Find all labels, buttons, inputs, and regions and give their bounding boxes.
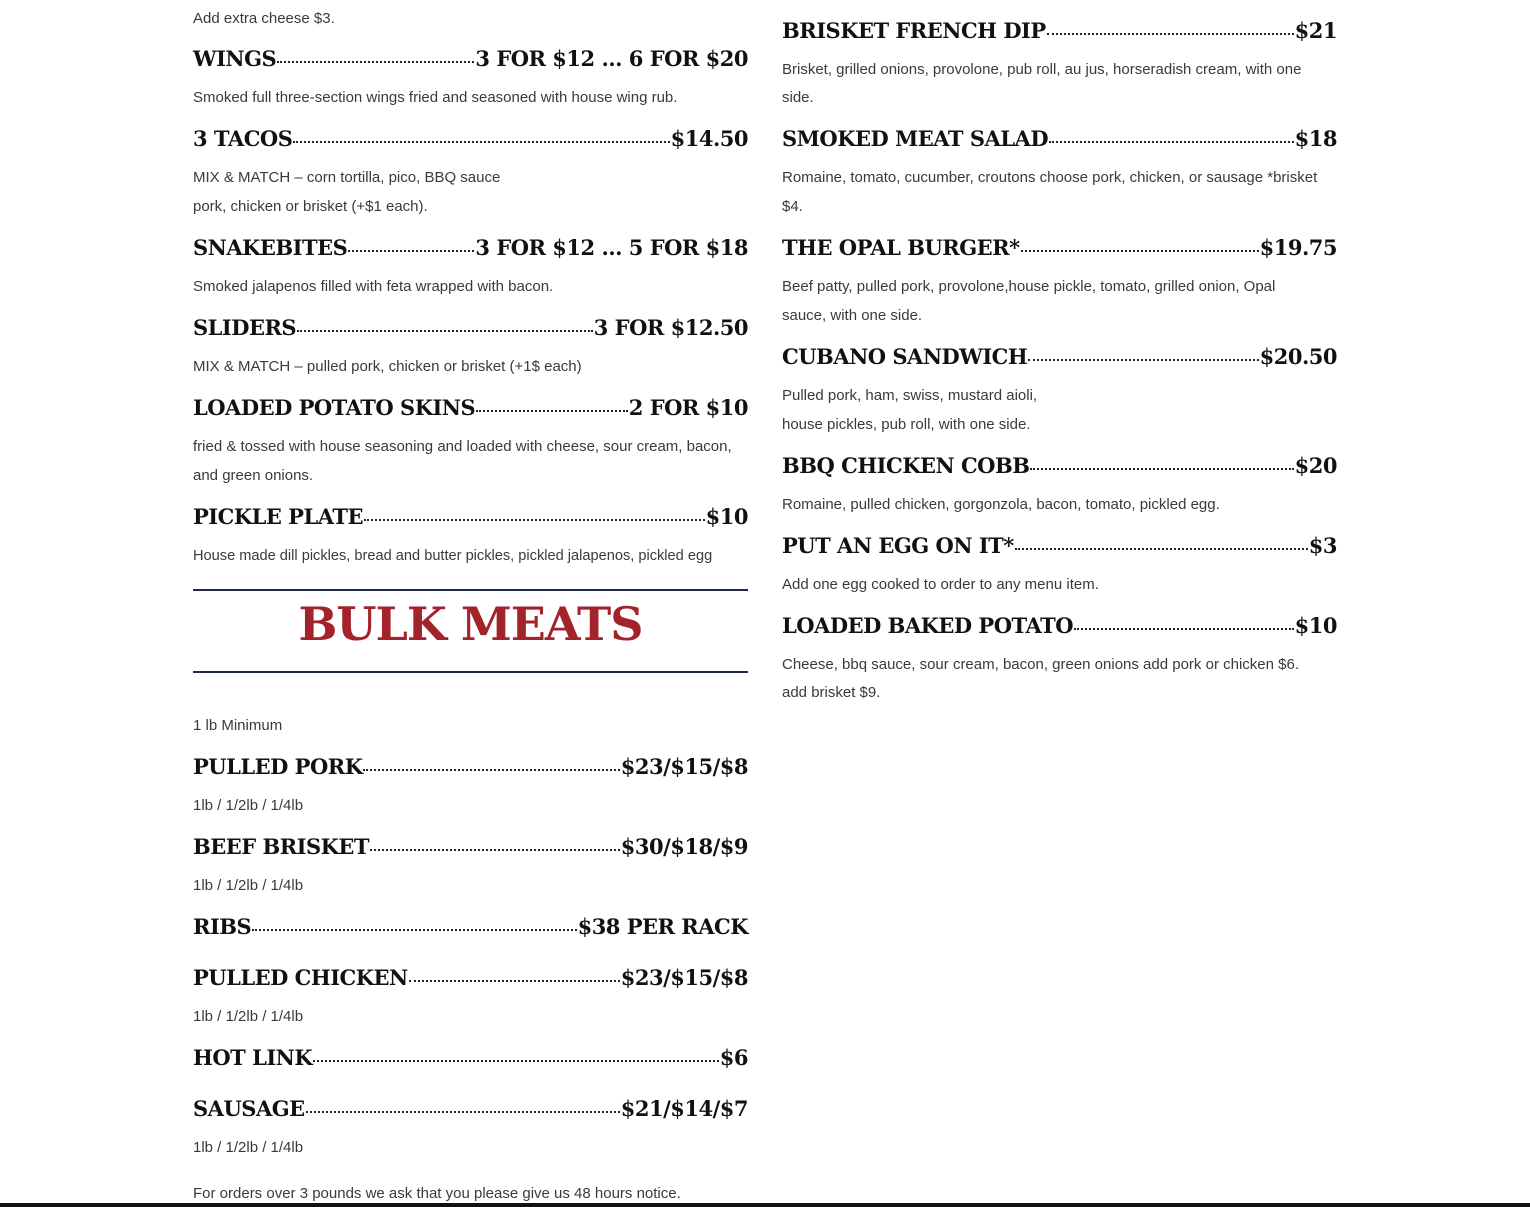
page-bottom-bar	[0, 1203, 1530, 1207]
leader-dots	[1021, 250, 1259, 252]
leader-dots	[476, 410, 628, 412]
item-price: $20	[1294, 453, 1337, 478]
item-name: CUBANO SANDWICH	[782, 344, 1028, 369]
item-description: MIX & MATCH – pulled pork, chicken or brisket (+1$ each)	[193, 358, 582, 375]
leader-dots	[364, 519, 705, 521]
menu-item-cubano-sandwich	[782, 344, 1337, 369]
leader-dots	[363, 769, 619, 771]
item-description: Smoked full three-section wings fried and seasoned with house wing rub.	[193, 89, 678, 106]
item-price: $21	[1294, 18, 1337, 43]
bulk-item-sausage	[193, 1096, 748, 1121]
extra-cheese-note: Add extra cheese $3.	[193, 10, 335, 27]
item-price: $30/$18/$9	[620, 834, 748, 859]
leader-dots	[409, 980, 620, 982]
menu-item-loaded-potato-skins	[193, 395, 748, 420]
menu-item-smoked-meat-salad	[782, 126, 1337, 151]
item-name: 3 TACOS	[193, 126, 293, 151]
item-name: LOADED POTATO SKINS	[193, 395, 476, 420]
item-price: $20.50	[1259, 344, 1337, 369]
item-description: 1lb / 1/2lb / 1/4lb	[193, 877, 304, 894]
item-name: BEEF BRISKET	[193, 834, 370, 859]
item-description: sauce, with one side.	[782, 307, 923, 324]
item-description: house pickles, pub roll, with one side.	[782, 416, 1031, 433]
item-description: 1lb / 1/2lb / 1/4lb	[193, 797, 304, 814]
leader-dots	[1028, 359, 1258, 361]
bulk-item-hot-link	[193, 1045, 748, 1070]
item-price: $23/$15/$8	[620, 965, 748, 990]
item-name: BRISKET FRENCH DIP	[782, 18, 1046, 43]
item-description: House made dill pickles, bread and butter pickles, pickled jalapenos, pickled egg	[193, 548, 713, 564]
item-description: $4.	[782, 198, 803, 215]
item-name: SNAKEBITES	[193, 235, 348, 260]
item-description: 1lb / 1/2lb / 1/4lb	[193, 1008, 304, 1025]
item-price: $18	[1294, 126, 1337, 151]
item-price: $10	[705, 504, 748, 529]
item-name: THE OPAL BURGER*	[782, 235, 1020, 260]
leader-dots	[277, 61, 474, 63]
item-description: Cheese, bbq sauce, sour cream, bacon, green onions add pork or chicken $6.	[782, 656, 1299, 673]
item-price: 3 FOR $12 … 5 FOR $18	[475, 235, 748, 260]
item-name: PULLED PORK	[193, 754, 363, 779]
menu-item-bbq-chicken-cobb	[782, 453, 1337, 478]
item-price: $38 PER RACK	[577, 914, 748, 939]
leader-dots	[306, 1111, 620, 1113]
minimum-note: 1 lb Minimum	[193, 717, 283, 734]
item-name: BBQ CHICKEN COBB	[782, 453, 1030, 478]
item-description: MIX & MATCH – corn tortilla, pico, BBQ sauce	[193, 169, 501, 186]
item-price: 3 FOR $12 … 6 FOR $20	[475, 46, 748, 71]
item-price: $19.75	[1259, 235, 1337, 260]
item-description: Pulled pork, ham, swiss, mustard aioli,	[782, 387, 1038, 404]
item-name: PUT AN EGG ON IT*	[782, 533, 1014, 558]
bulk-item-pulled-chicken	[193, 965, 748, 990]
item-description: Brisket, grilled onions, provolone, pub roll, au jus, horseradish cream, with one	[782, 61, 1302, 78]
leader-dots	[1015, 548, 1308, 550]
leader-dots	[1049, 141, 1294, 143]
leader-dots	[1074, 628, 1294, 630]
bulk-order-notice: For orders over 3 pounds we ask that you please give us 48 hours notice.	[193, 1185, 681, 1202]
leader-dots	[313, 1060, 719, 1062]
menu-item-tacos	[193, 126, 748, 151]
item-name: HOT LINK	[193, 1045, 313, 1070]
item-price: $10	[1294, 613, 1337, 638]
menu-item-snakebites	[193, 235, 748, 260]
item-description: 1lb / 1/2lb / 1/4lb	[193, 1139, 304, 1156]
item-description: Romaine, pulled chicken, gorgonzola, bacon, tomato, pickled egg.	[782, 496, 1220, 513]
item-price: $23/$15/$8	[620, 754, 748, 779]
item-name: SMOKED MEAT SALAD	[782, 126, 1049, 151]
menu-item-put-an-egg-on-it	[782, 533, 1337, 558]
item-description: fried & tossed with house seasoning and loaded with cheese, sour cream, bacon,	[193, 438, 732, 455]
bulk-item-beef-brisket	[193, 834, 748, 859]
menu-item-loaded-baked-potato	[782, 613, 1337, 638]
leader-dots	[348, 250, 474, 252]
item-name: RIBS	[193, 914, 252, 939]
bulk-meats-header	[193, 589, 748, 673]
menu-item-pickle-plate	[193, 504, 748, 529]
item-price: $6	[719, 1045, 748, 1070]
leader-dots	[1030, 468, 1293, 470]
item-price: $14.50	[670, 126, 748, 151]
menu-item-sliders	[193, 315, 748, 340]
bulk-item-pulled-pork	[193, 754, 748, 779]
item-description: Smoked jalapenos filled with feta wrapped with bacon.	[193, 278, 554, 295]
item-name: SAUSAGE	[193, 1096, 305, 1121]
section-title: BULK MEATS	[298, 597, 643, 651]
menu-item-opal-burger	[782, 235, 1337, 260]
item-description: Romaine, tomato, cucumber, croutons choose pork, chicken, or sausage *brisket	[782, 169, 1318, 186]
item-description: add brisket $9.	[782, 684, 881, 701]
item-description: side.	[782, 89, 814, 106]
item-name: PICKLE PLATE	[193, 504, 363, 529]
leader-dots	[370, 849, 620, 851]
item-price: 3 FOR $12.50	[593, 315, 748, 340]
item-name: LOADED BAKED POTATO	[782, 613, 1074, 638]
item-price: 2 FOR $10	[628, 395, 748, 420]
item-name: SLIDERS	[193, 315, 297, 340]
item-description: Add one egg cooked to order to any menu item.	[782, 576, 1099, 593]
item-name: PULLED CHICKEN	[193, 965, 408, 990]
leader-dots	[293, 141, 669, 143]
leader-dots	[252, 929, 576, 931]
bulk-item-ribs	[193, 914, 748, 939]
item-price: $3	[1308, 533, 1337, 558]
menu-item-wings	[193, 46, 748, 71]
item-description: Beef patty, pulled pork, provolone,house pickle, tomato, grilled onion, Opal	[782, 278, 1276, 295]
leader-dots	[297, 330, 593, 332]
item-name: WINGS	[193, 46, 277, 71]
leader-dots	[1047, 33, 1294, 35]
item-price: $21/$14/$7	[620, 1096, 748, 1121]
menu-item-brisket-french-dip	[782, 18, 1337, 43]
item-description: and green onions.	[193, 467, 314, 484]
item-description: pork, chicken or brisket (+$1 each).	[193, 198, 428, 215]
